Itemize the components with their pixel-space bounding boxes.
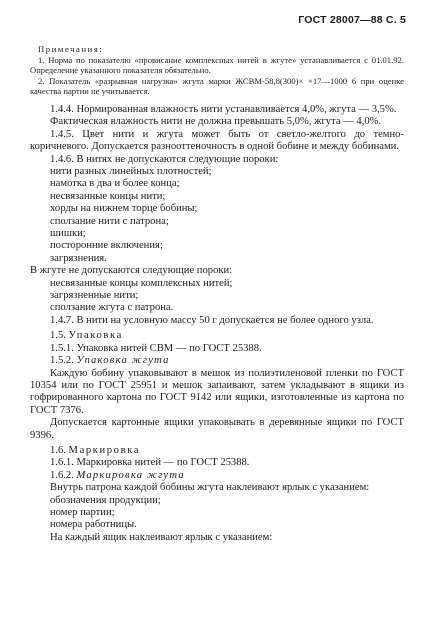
note-item: 1. Норма по показателю «провисание комплексных нитей в жгуте» устанавливается с 01.01.92. Определение указанного показателя обязательно.: [30, 54, 404, 76]
tow-defects-heading: В жгуте не допускаются следующие пороки:: [30, 265, 233, 277]
section-number: 1.5.2.: [50, 355, 74, 367]
list-item: хорды на нижнем торце бобины;: [50, 203, 198, 215]
page-content: [30, 44, 404, 544]
list-item: загрязненные нити;: [50, 290, 139, 302]
page-header: ГОСТ 28007—88 С. 5: [298, 14, 406, 26]
paragraph-box-label: На каждый ящик наклеивают ярлык с указанием:: [50, 531, 273, 543]
section-1-5-2-heading: [30, 355, 404, 367]
paragraph-1-5-2-wooden-boxes: Допускается картонные ящики упаковывать в деревянные ящики по ГОСТ 9396.: [30, 417, 404, 441]
list-item: шишки;: [50, 228, 86, 240]
list-item: сползание жгута с патрона.: [50, 302, 174, 314]
section-1-6-heading: [30, 445, 404, 457]
section-title: Маркировка жгута: [76, 469, 185, 481]
list-item: несвязанные концы нити;: [50, 190, 166, 202]
notes-block: [30, 44, 404, 97]
section-1-6-2-heading: [30, 470, 404, 482]
section-title: Упаковка: [68, 330, 123, 342]
list-item: нити разных линейных плотностей;: [50, 166, 212, 177]
paragraph-1-4-4-moisture: Фактическая влажность нити не должна превышать 5,0%, жгута — 4,0%.: [50, 116, 382, 128]
paragraph-1-4-4: 1.4.4. Нормированная влажность нити устанавливается 4,0%, жгута — 3,5%.: [50, 103, 397, 115]
paragraph-1-4-5: 1.4.5. Цвет нити и жгута может быть от светло-желтого до темно-коричневого. Допускается разнооттеночность в одной бобине и между бобинами.: [30, 128, 404, 153]
list-item: номер партии;: [50, 506, 115, 518]
list-item: сползание нити с патрона;: [50, 215, 169, 227]
section-title: Маркировка: [68, 444, 141, 456]
paragraph-1-5-1: 1.5.1. Упаковка нитей СВМ — по ГОСТ 25388.: [50, 342, 262, 354]
list-item: посторонние включения;: [50, 240, 163, 252]
note-item: 2. Показатель «разрывная нагрузка» жгута марки ЖСВМ-58,8(300)× ×17—1000 6 при оценке качества партии не учитывается.: [30, 75, 404, 97]
paragraph-1-5-2-packing: Каждую бобину упаковывают в мешок из полиэтиленовой пленки по ГОСТ 10354 или по ГОСТ 25951 и мешок запаивают, затем укладывают в ящики из гофрированного картона по ГОСТ 9142 или ящики, изготовленные из картона по ГОСТ 7376.: [30, 367, 404, 416]
list-item: несвязанные концы комплексных нитей;: [50, 277, 233, 289]
list-item: обозначения продукции;: [50, 494, 161, 506]
section-1-5-heading: [30, 330, 404, 342]
paragraph-1-6-2-label: Внутрь патрона каждой бобины жгута наклеивают ярлык с указанием:: [50, 482, 370, 494]
section-number: 1.6.2.: [50, 469, 74, 481]
main-text: [30, 104, 404, 544]
notes-title: Примечания:: [38, 44, 104, 54]
list-item: загрязнения.: [50, 252, 107, 264]
section-title: Упаковка жгута: [76, 355, 170, 367]
paragraph-1-4-7: 1.4.7. В нити на условную массу 50 г допускается не более одного узла.: [50, 314, 374, 326]
paragraph-1-4-6: 1.4.6. В нитях не допускаются следующие пороки:: [50, 153, 279, 165]
paragraph-1-6-1: 1.6.1. Маркировка нитей — по ГОСТ 25388.: [50, 457, 250, 469]
section-number: 1.6.: [50, 444, 66, 456]
list-item: намотка в два и более конца;: [50, 178, 180, 190]
list-item: номера работницы.: [50, 519, 137, 531]
section-number: 1.5.: [50, 330, 66, 342]
